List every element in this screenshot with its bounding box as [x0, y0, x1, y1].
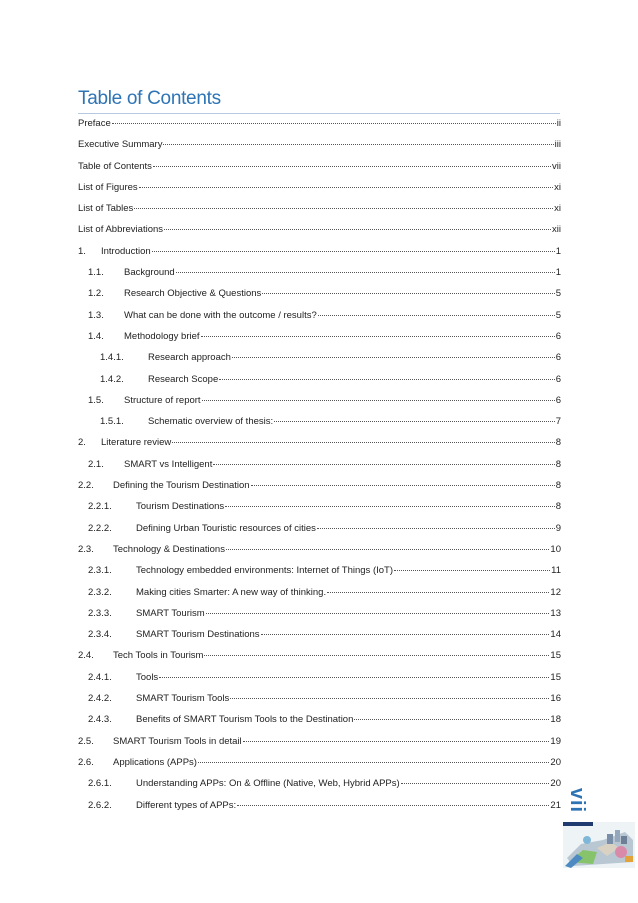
toc-entry-title: Preface	[78, 118, 111, 129]
page-title: Table of Contents	[78, 88, 221, 109]
toc-entry-number: 2.3.	[78, 543, 94, 555]
toc-dot-leader	[230, 698, 549, 699]
toc-entry[interactable]	[78, 523, 561, 544]
toc-entry-number: 2.2.	[78, 480, 94, 492]
toc-dot-leader	[134, 208, 553, 209]
toc-entry-title: What can be done with the outcome / results?	[124, 309, 317, 321]
toc-entry-page: xi	[554, 203, 561, 215]
toc-entry[interactable]	[78, 182, 561, 203]
toc-entry-page: 15	[550, 671, 561, 683]
toc-entry-page: 11	[551, 565, 561, 577]
toc-entry-page: 12	[550, 586, 561, 598]
toc-entry[interactable]	[78, 203, 561, 224]
toc-entry-title: SMART vs Intelligent	[124, 458, 213, 470]
toc-dot-leader	[213, 464, 554, 465]
toc-entry-page: 15	[550, 650, 561, 662]
toc-entry-number: 2.1.	[88, 458, 104, 470]
toc-dot-leader	[243, 741, 550, 742]
toc-entry-number: 2.4.	[78, 650, 94, 662]
toc-dot-leader	[232, 357, 555, 358]
toc-dot-leader	[176, 272, 555, 273]
toc-entry-page: 18	[550, 714, 561, 726]
toc-entry[interactable]	[78, 501, 561, 522]
toc-entry[interactable]	[78, 139, 561, 160]
toc-dot-leader	[251, 485, 555, 486]
toc-entry-title: Benefits of SMART Tourism Tools to the Destination	[136, 714, 354, 726]
toc-dot-leader	[354, 719, 549, 720]
toc-dot-leader	[152, 251, 555, 252]
toc-entry-number: 1.5.1.	[100, 416, 124, 428]
toc-entry-page: 1	[555, 267, 561, 279]
toc-dot-leader	[206, 613, 550, 614]
toc-entry-number: 1.1.	[88, 267, 104, 279]
toc-dot-leader	[225, 506, 555, 507]
toc-entry-page: iii	[554, 139, 561, 151]
toc-entry[interactable]	[78, 267, 561, 288]
toc-entry-page: 1	[555, 245, 561, 257]
toc-entry-number: 1.3.	[88, 309, 104, 321]
toc-dot-leader	[262, 293, 554, 294]
toc-entry-page: 6	[555, 330, 561, 342]
toc-entry-number: 2.2.2.	[88, 522, 112, 534]
toc-entry-page: 20	[550, 778, 561, 790]
toc-entry-title: Literature review	[101, 437, 172, 449]
toc-entry-title: Introduction	[101, 245, 151, 257]
toc-entry-title: Technology & Destinations	[113, 543, 225, 555]
toc-entry-title: List of Abbreviations	[78, 224, 164, 236]
toc-entry[interactable]	[78, 416, 561, 437]
toc-dot-leader	[159, 677, 549, 678]
toc-entry-page: 13	[550, 607, 561, 619]
toc-entry-title: List of Figures	[78, 181, 138, 193]
toc-entry-title: SMART Tourism Destinations	[136, 629, 260, 641]
toc-entry-page: 6	[555, 352, 561, 364]
toc-entry[interactable]	[78, 437, 561, 458]
toc-entry-number: 2.5.	[78, 735, 94, 747]
toc-entry[interactable]	[78, 331, 561, 352]
toc-entry-title: Schematic overview of thesis:	[148, 416, 274, 428]
toc-entry[interactable]	[78, 459, 561, 480]
toc-entry[interactable]	[78, 629, 561, 650]
cityscape-logo-icon	[563, 822, 635, 868]
toc-entry-page: 5	[555, 288, 561, 300]
toc-dot-leader	[237, 805, 549, 806]
toc-entry-page: 19	[550, 735, 561, 747]
toc-entry[interactable]	[78, 650, 561, 671]
toc-entry-number: 2.4.2.	[88, 693, 112, 705]
toc-entry-page: 16	[550, 693, 561, 705]
toc-entry[interactable]	[78, 587, 561, 608]
toc-dot-leader	[112, 123, 556, 124]
toc-entry[interactable]	[78, 395, 561, 416]
toc-dot-leader	[139, 187, 553, 188]
toc-entry[interactable]	[78, 608, 561, 629]
toc-entry[interactable]	[78, 118, 561, 139]
toc-dot-leader	[327, 592, 549, 593]
toc-dot-leader	[219, 379, 554, 380]
toc-dot-leader	[394, 570, 550, 571]
toc-entry[interactable]	[78, 714, 561, 735]
toc-entry[interactable]	[78, 693, 561, 714]
toc-entry-page: 8	[555, 480, 561, 492]
toc-entry-number: 2.6.	[78, 756, 94, 768]
title-underline	[78, 113, 560, 114]
toc-entry-title: Tools	[136, 671, 159, 683]
toc-dot-leader	[201, 336, 555, 337]
toc-dot-leader	[163, 144, 553, 145]
toc-entry-title: Research Scope	[148, 373, 219, 385]
toc-entry-page: xi	[554, 181, 561, 193]
toc-entry-number: 1.4.1.	[100, 352, 124, 364]
toc-entry-title: Table of Contents	[78, 160, 152, 172]
toc-entry[interactable]	[78, 288, 561, 309]
toc-entry-number: 1.2.	[88, 288, 104, 300]
toc-entry-page: 10	[550, 543, 561, 555]
page-number-label: vii	[566, 787, 589, 813]
toc-entry-page: vii	[552, 160, 561, 172]
toc-entry-page: 9	[555, 522, 561, 534]
toc-entry-title: Structure of report	[124, 394, 201, 406]
toc-entry[interactable]	[78, 778, 561, 799]
toc-entry-number: 2.6.2.	[88, 799, 112, 811]
toc-entry[interactable]	[78, 161, 561, 182]
toc-entry[interactable]	[78, 736, 561, 757]
toc-entry-page: xii	[552, 224, 561, 236]
toc-entry[interactable]	[78, 310, 561, 331]
toc-entry-title: Applications (APPs)	[113, 756, 197, 768]
toc-entry-title: Executive Summary	[78, 139, 163, 151]
toc-dot-leader	[202, 400, 555, 401]
toc-list	[78, 118, 561, 821]
toc-dot-leader	[198, 762, 549, 763]
toc-entry-number: 1.	[78, 245, 86, 257]
toc-entry-page: 7	[555, 416, 561, 428]
toc-entry-number: 2.3.3.	[88, 607, 112, 619]
toc-entry[interactable]	[78, 672, 561, 693]
toc-entry-number: 2.3.2.	[88, 586, 112, 598]
toc-entry-title: List of Tables	[78, 203, 134, 215]
page-number	[566, 780, 588, 820]
toc-dot-leader	[401, 783, 550, 784]
toc-entry-title: Defining Urban Touristic resources of cities	[136, 522, 316, 534]
toc-entry-page: 14	[550, 629, 561, 641]
toc-entry-title: Background	[124, 267, 175, 279]
toc-entry-number: 2.3.1.	[88, 565, 112, 577]
toc-entry-page: 5	[555, 309, 561, 321]
toc-dot-leader	[226, 549, 549, 550]
toc-entry-number: 2.3.4.	[88, 629, 112, 641]
toc-entry[interactable]	[78, 544, 561, 565]
toc-entry-page: 21	[550, 799, 561, 811]
toc-entry[interactable]	[78, 565, 561, 586]
toc-entry-page: 20	[550, 756, 561, 768]
toc-entry-title: Technology embedded environments: Internet of Things (IoT)	[136, 565, 393, 577]
toc-dot-leader	[172, 442, 554, 443]
toc-entry-page: 8	[555, 501, 561, 513]
toc-entry-number: 1.4.	[88, 330, 104, 342]
toc-entry[interactable]	[78, 246, 561, 267]
toc-entry-title: Defining the Tourism Destination	[113, 480, 250, 492]
toc-entry-title: Making cities Smarter: A new way of thinking.	[136, 586, 327, 598]
toc-entry-number: 2.4.1.	[88, 671, 112, 683]
toc-dot-leader	[318, 315, 555, 316]
toc-entry-title: SMART Tourism Tools	[136, 693, 230, 705]
toc-entry-title: Different types of APPs:	[136, 799, 237, 811]
toc-entry[interactable]	[78, 224, 561, 245]
toc-entry-title: Research approach	[148, 352, 231, 364]
toc-entry-title: Tourism Destinations	[136, 501, 225, 513]
toc-entry[interactable]	[78, 352, 561, 373]
toc-entry-number: 1.4.2.	[100, 373, 124, 385]
toc-entry-number: 2.6.1.	[88, 778, 112, 790]
toc-entry[interactable]	[78, 800, 561, 821]
toc-entry-page: ii	[556, 118, 561, 129]
toc-entry[interactable]	[78, 480, 561, 501]
toc-entry-page: 6	[555, 394, 561, 406]
toc-dot-leader	[317, 528, 555, 529]
toc-dot-leader	[204, 655, 549, 656]
toc-entry-title: SMART Tourism	[136, 607, 205, 619]
toc-entry-title: Understanding APPs: On & Offline (Native, Web, Hybrid APPs)	[136, 778, 400, 790]
toc-entry-title: Methodology brief	[124, 330, 200, 342]
toc-entry-number: 1.5.	[88, 394, 104, 406]
toc-entry[interactable]	[78, 757, 561, 778]
toc-entry-number: 2.4.3.	[88, 714, 112, 726]
toc-dot-leader	[274, 421, 555, 422]
toc-entry-title: SMART Tourism Tools in detail	[113, 735, 242, 747]
toc-entry-number: 2.2.1.	[88, 501, 112, 513]
toc-entry-number: 2.	[78, 437, 86, 449]
toc-entry-page: 8	[555, 458, 561, 470]
toc-entry-title: Research Objective & Questions	[124, 288, 262, 300]
toc-entry-page: 6	[555, 373, 561, 385]
toc-dot-leader	[261, 634, 550, 635]
toc-dot-leader	[153, 166, 551, 167]
toc-dot-leader	[164, 229, 551, 230]
toc-entry-page: 8	[555, 437, 561, 449]
toc-entry-title: Tech Tools in Tourism	[113, 650, 204, 662]
toc-entry[interactable]	[78, 374, 561, 395]
